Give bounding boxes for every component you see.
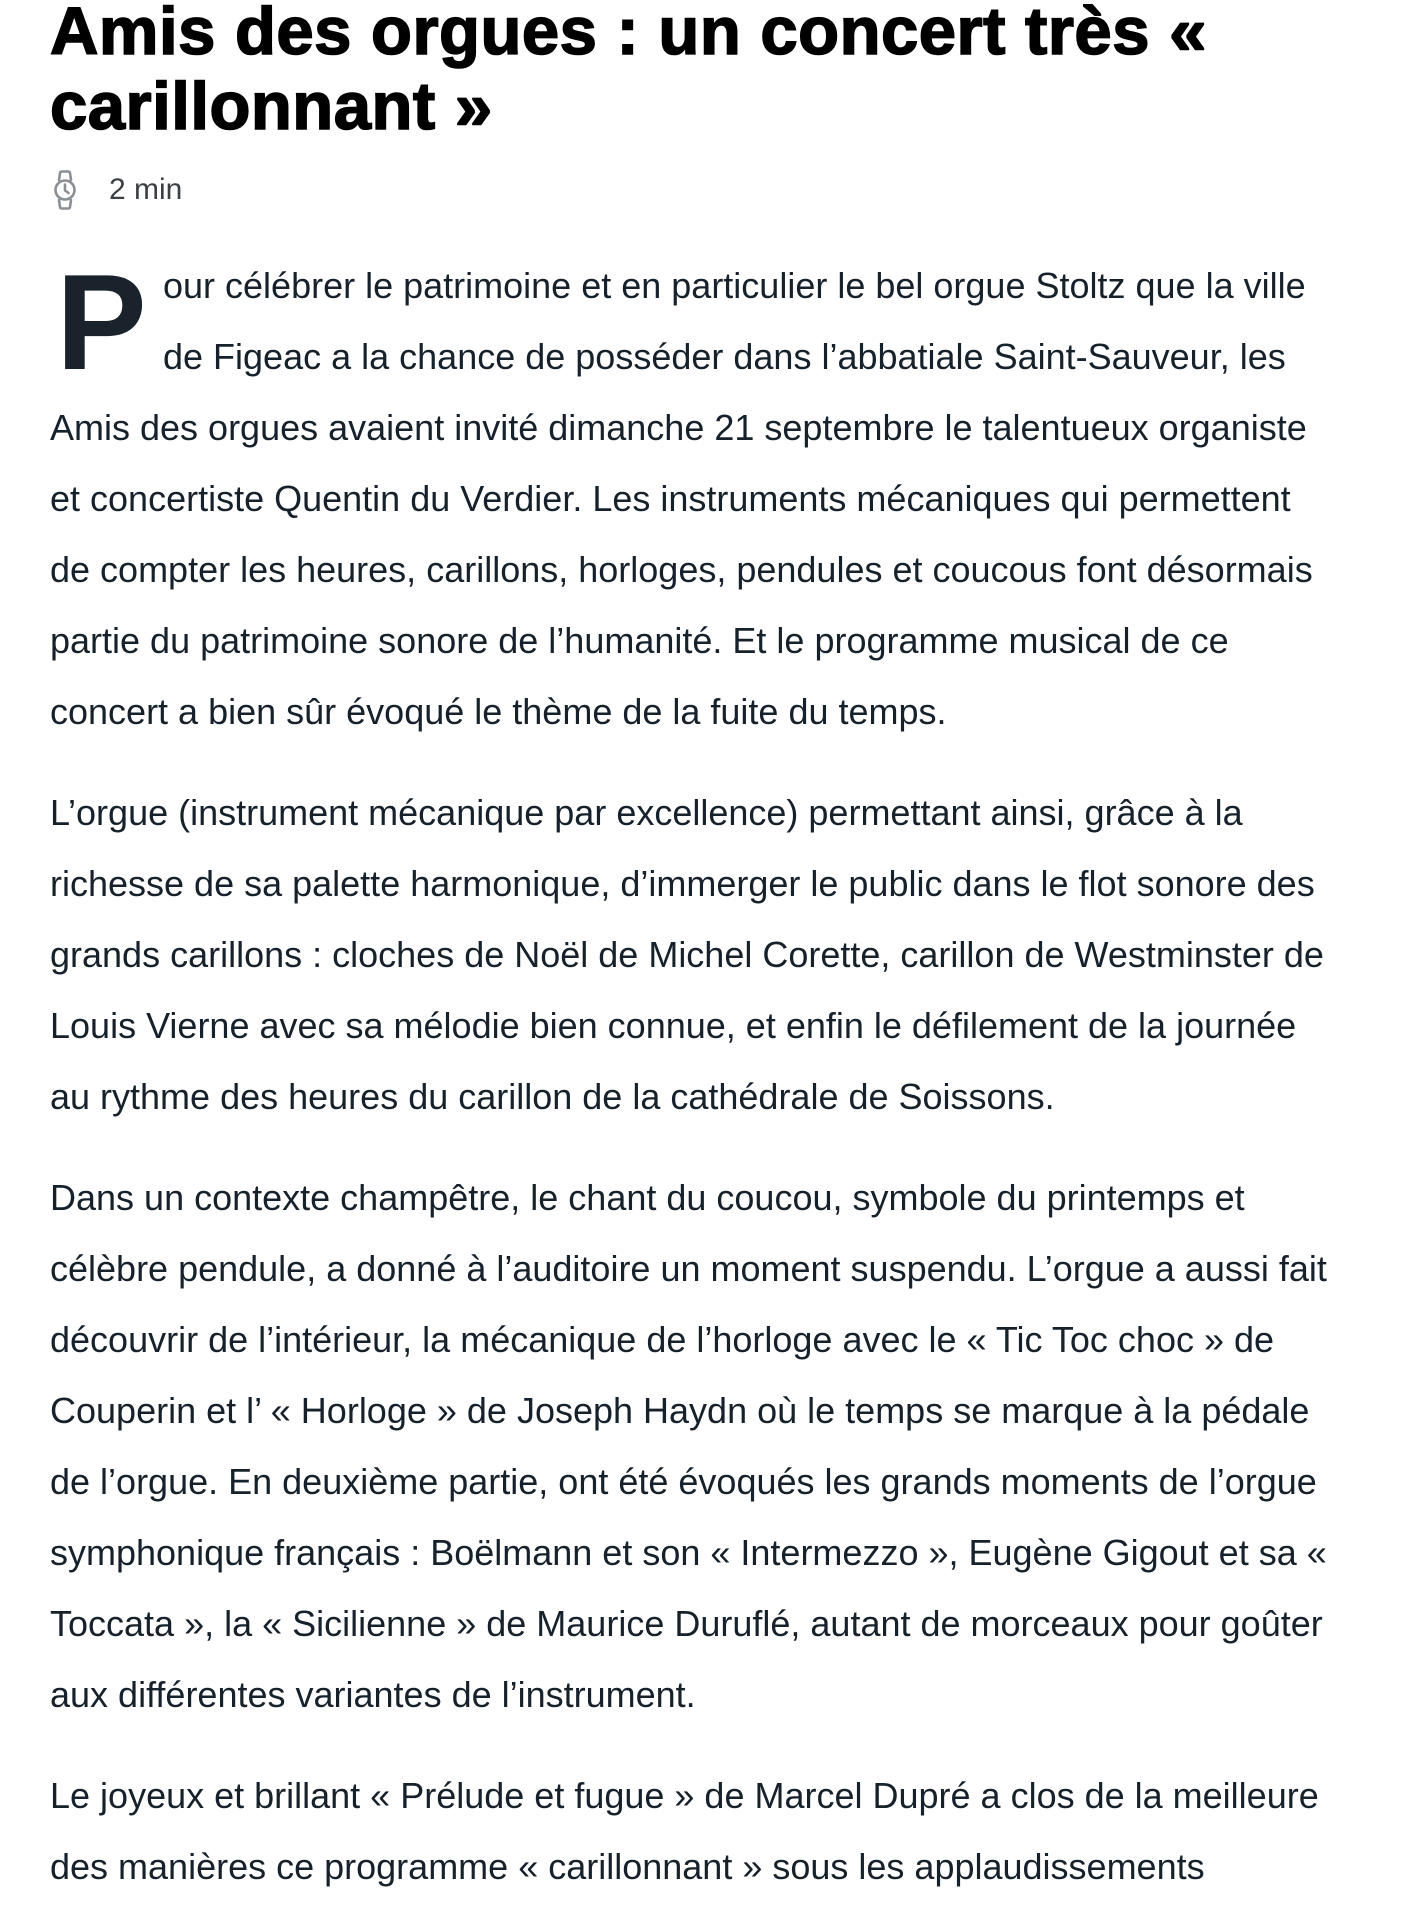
paragraph-line: Louis Vierne avec sa mélodie bien connue, et enfin le défilement de la journée	[50, 1005, 1297, 1046]
paragraph-line: Amis des orgues avaient invité dimanche 21 septembre le talentueux organiste	[50, 407, 1307, 448]
paragraph-line: concert a bien sûr évoqué le thème de la fuite du temps.	[50, 691, 947, 732]
paragraph-line: Le joyeux et brillant « Prélude et fugue » de Marcel Dupré a clos de la meilleure	[50, 1775, 1319, 1816]
paragraph-line: symphonique français : Boëlmann et son « Intermezzo », Eugène Gigout et sa «	[50, 1532, 1327, 1573]
paragraph-line: Couperin et l’ « Horloge » de Joseph Haydn où le temps se marque à la pédale	[50, 1390, 1310, 1431]
reading-time-meta	[54, 168, 182, 212]
paragraph-line: de Figeac a la chance de posséder dans l’abbatiale Saint-Sauveur, les	[163, 336, 1286, 377]
title-line-2: carillonnant »	[50, 69, 493, 144]
article-title	[50, 0, 1410, 144]
paragraph-line: et concertiste Quentin du Verdier. Les instruments mécaniques qui permettent	[50, 478, 1291, 519]
paragraph-3	[50, 1162, 1410, 1730]
paragraph-line: partie du patrimoine sonore de l’humanité. Et le programme musical de ce	[50, 620, 1229, 661]
paragraph-line: découvrir de l’intérieur, la mécanique de l’horloge avec le « Tic Toc choc » de	[50, 1319, 1275, 1360]
paragraph-line: richesse de sa palette harmonique, d’immerger le public dans le flot sonore des	[50, 863, 1315, 904]
paragraph-line: Toccata », la « Sicilienne » de Maurice Duruflé, autant de morceaux pour goûter	[50, 1603, 1323, 1644]
paragraph-line: our célébrer le patrimoine et en particulier le bel orgue Stoltz que la ville	[163, 265, 1306, 306]
paragraph-line: célèbre pendule, a donné à l’auditoire un moment suspendu. L’orgue a aussi fait	[50, 1248, 1327, 1289]
paragraph-4	[50, 1760, 1410, 1902]
paragraph-line: Dans un contexte champêtre, le chant du coucou, symbole du printemps et	[50, 1177, 1245, 1218]
paragraph-line: grands carillons : cloches de Noël de Michel Corette, carillon de Westminster de	[50, 934, 1324, 975]
paragraph-line: des manières ce programme « carillonnant » sous les applaudissements	[50, 1846, 1205, 1887]
drop-cap: P	[56, 246, 147, 398]
watch-icon	[54, 170, 76, 210]
paragraph-1	[50, 246, 1410, 747]
paragraph-line: L’orgue (instrument mécanique par excellence) permettant ainsi, grâce à la	[50, 792, 1243, 833]
title-line-1: Amis des orgues : un concert très «	[50, 0, 1207, 69]
reading-time: 2 min	[109, 173, 183, 206]
paragraph-line: au rythme des heures du carillon de la cathédrale de Soissons.	[50, 1076, 1055, 1117]
paragraph-line: de compter les heures, carillons, horloges, pendules et coucous font désormais	[50, 549, 1313, 590]
paragraph-line: aux différentes variantes de l’instrument.	[50, 1674, 696, 1715]
article-body	[50, 246, 1410, 1932]
article	[50, 0, 1410, 1887]
paragraph-2	[50, 777, 1410, 1132]
paragraph-line: de l’orgue. En deuxième partie, ont été évoqués les grands moments de l’orgue	[50, 1461, 1317, 1502]
